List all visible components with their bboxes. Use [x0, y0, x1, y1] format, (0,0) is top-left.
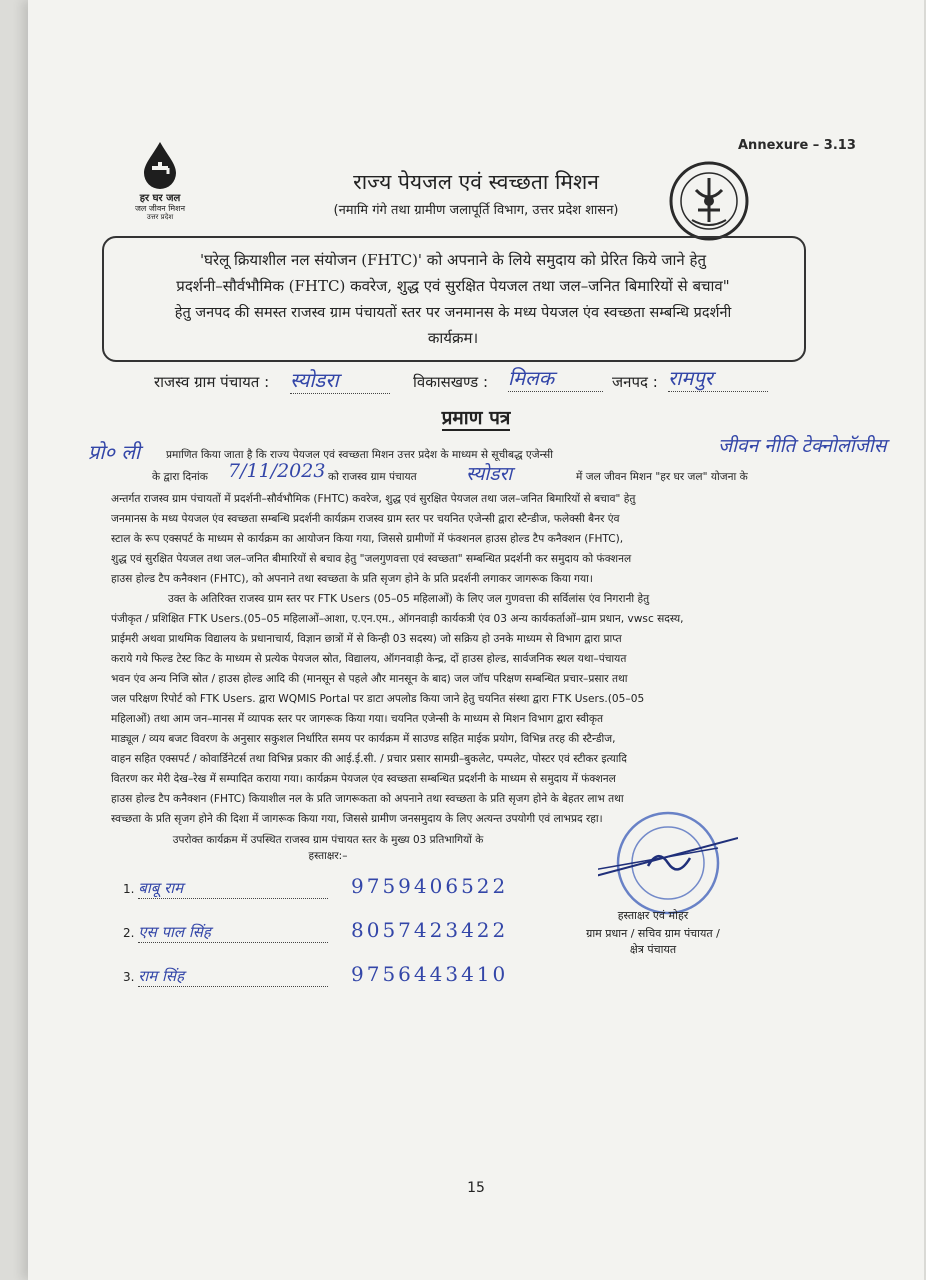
participant-row: [123, 918, 509, 943]
para1-line-5: हाउस होल्ड टैप कनैक्शन (FHTC), को अपनाने तथा स्वच्छता के प्रति सृजग होने के प्रति प्रदर्शनी लगाकर जागरूक किया गया।: [111, 573, 593, 585]
para2-line-4: कराये गये फिल्ड टेस्ट किट के माध्यम से प्रत्येक पेयजल स्रोत, विद्यालय, ऑगनवाड़ी केन्द्र, दों हाउस होल्ड, सार्वजनिक स्थल यथा–पंचायत: [111, 653, 627, 665]
district-value: रामपुर: [668, 364, 768, 392]
state-seal-icon: [668, 160, 750, 242]
para1-line-b2: को राजस्व ग्राम पंचायत: [328, 471, 417, 483]
para2-line-9: वाहन सहित एक्सपर्ट / कोवार्डिनेटर्स तथा विभिन्न प्रकार की आई.ई.सी. / प्रचार प्रसार सामग्री–बुकलेट, पम्पलेट, पोस्टर एवं स्टीकर इत्यादि: [111, 753, 627, 765]
program-line-2: प्रदर्शनी–सौर्वभौमिक (FHTC) कवरेज, शुद्ध एवं सुरक्षित पेयजल तथा जल–जनित बिमारियों से बचाव": [176, 277, 730, 295]
para1-line-3: स्टाल के रूप एक्सपर्ट के माध्यम से कार्यक्रम का आयोजन किया गया, जिससे ग्रामीणों में फंक्शनल हाउस होल्ड टैप कनैक्शन (FHTC),: [111, 533, 624, 545]
certificate-heading-text: प्रमाण पत्र: [441, 407, 511, 429]
participant-phone: 8057423422: [351, 918, 509, 942]
para1-line-1: अन्तर्गत राजस्व ग्राम पंचायतों में प्रदर्शनी–सौर्वभौमिक (FHTC) कवरेज, शुद्ध एवं सुरक्षित पेयजल तथा जल–जनित बिमारियों से बचाव" हेतु: [111, 493, 636, 505]
logo-text-1: हर घर जल: [139, 193, 181, 204]
participant-phone: 9756443410: [351, 962, 509, 986]
block-label: विकासखण्ड :: [413, 373, 489, 391]
para2-line-12: स्वच्छता के प्रति सृजग होने की दिशा में जागरूक किया गया, जिससे ग्रामीण जनसमुदाय के लिए अत्यन्त उपयोगी एवं लाभप्रद रहा।: [111, 813, 603, 825]
participant-number: 1.: [123, 882, 135, 896]
stamp-seal-icon: [598, 808, 738, 918]
participant-row: [123, 874, 509, 899]
district-label: जनपद :: [612, 373, 658, 391]
authority-office: क्षेत्र पंचायत: [629, 943, 677, 956]
gram-panchayat-value: स्योडरा: [290, 366, 390, 394]
signature-caption-line-2: हस्ताक्षर:–: [308, 850, 348, 862]
certificate-heading: [28, 404, 924, 430]
program-line-3: हेतु जनपद की समस्त राजस्व ग्राम पंचायतों स्तर पर जनमानस के मध्य पेयजल एंव स्वच्छता सम्बन्धि प्रदर्शनी: [174, 305, 732, 321]
para2-line-5: भवन एंव अन्य निजि स्रोत / हाउस होल्ड आदि की (मानसून से पहले और मानसून के बाद) जल जॉच परिक्षण सम्बन्धित प्रचार–प्रसार तथा: [111, 673, 628, 685]
para2-line-11: हाउस होल्ड टैप कनैक्शन (FHTC) कियाशील नल के प्रति जागरूकता को अपनाने तथा स्वच्छता के प्रति सृजग होने के बेहतर लाभ तथा: [111, 793, 624, 805]
participant-signature: एस पाल सिंह: [138, 922, 328, 943]
participant-signature: राम सिंह: [138, 966, 328, 987]
para2-line-7: महिलाओं) तथा आम जन–मानस में व्यापक स्तर पर जागरूक किया गया। चयनित एजेन्सी के माध्यम से मिशन विभाग द्वारा स्वीकृत: [111, 713, 604, 725]
para2-line-3: प्राईमरी अथवा प्राथमिक विद्यालय के प्रधानाचार्य, विज्ञान छात्रों में से किन्ही 03 सदस्य) जो सक्रिय हो उनके माध्यम से विभाग द्वारा प्राप्त: [111, 633, 622, 645]
para2-line-2: पंजीकृत / प्रशिक्षित FTK Users.(05–05 महिलाओं–आशा, ए.एन.एम., ऑगनवाड़ी कार्यकत्री एंव 03 अन्य कार्यकर्ताओं–ग्राम प्रधान, vwsc सदस्य,: [111, 613, 684, 625]
date-handwritten: 7/11/2023: [228, 460, 326, 482]
para2-line-1: उक्त के अतिरिक्त राजस्व ग्राम स्तर पर FTK Users (05–05 महिलाओं) के लिए जल गुणवत्ता की सर्विलांस एंव निगरानी हेतु: [168, 593, 650, 605]
participant-phone: 9759406522: [351, 874, 509, 898]
agency-prefix-handwritten: प्रो० ली: [88, 440, 141, 464]
authority-sign-label: हस्ताक्षर एवं मोहर: [617, 909, 689, 922]
participant-row: [123, 962, 509, 987]
panchayat-handwritten: स्योडरा: [466, 463, 513, 485]
participant-number: 3.: [123, 970, 135, 984]
up-government-emblem: [668, 160, 750, 242]
mission-subtitle: (नमामि गंगे तथा ग्रामीण जलापूर्ति विभाग, उत्तर प्रदेश शासन): [333, 203, 619, 218]
para1-line-b3: में जल जीवन मिशन "हर घर जल" योजना के: [576, 471, 748, 483]
logo-text-2: जल जीवन मिशन: [134, 204, 186, 213]
block-value: मिलक: [508, 364, 603, 392]
para2-line-10: वितरण कर मेरी देख–रेख में सम्पादित कराया गया। कार्यक्रम पेयजल एंव स्वच्छता सम्बन्धित प्रदर्शनी के माध्यम से समुदाय में फंक्शनल: [111, 773, 616, 785]
program-line-4: कार्यक्रम।: [427, 329, 479, 347]
para1-line-2: जनमानस के मध्य पेयजल एंव स्वच्छता सम्बन्धि प्रदर्शनी कार्यक्रम राजस्व ग्राम स्तर पर चयनित एजेन्सी द्वारा स्टैन्डीज, फलेक्सी बैनर एंव: [111, 513, 620, 525]
mission-title: राज्य पेयजल एवं स्वच्छता मिशन: [353, 170, 599, 194]
para2-line-6: जल परिक्षण रिपोर्ट को FTK Users. द्वारा WQMIS Portal पर डाटा अपलोड किया जाने हेतु चयनित संस्था द्वारा FTK Users.(05–05: [111, 693, 645, 705]
logo-text-3: उत्तर प्रदेश: [146, 213, 174, 221]
para1-line-4: शुद्ध एवं सुरक्षित पेयजल तथा जल–जनित बीमारियों से बचाव हेतु "जलगुणवत्ता एवं स्वच्छता" सम्बन्धित प्रदर्शनी कर समुदाय को फंक्शनल: [111, 553, 632, 565]
authority-designation: ग्राम प्रधान / सचिव ग्राम पंचायत /: [586, 927, 720, 940]
agency-name-handwritten: जीवन नीति टेक्नोलॉजीस: [718, 435, 887, 457]
participant-number: 2.: [123, 926, 135, 940]
program-line-1: 'घरेलू क्रियाशील नल संयोजन (FHTC)' को अपनाने के लिये समुदाय को प्रेरित किये जाने हेतु: [199, 251, 707, 269]
signature-caption-line-1: उपरोक्त कार्यक्रम में उपस्थित राजस्व ग्राम पंचायत स्तर के मुख्य 03 प्रतिभागियों के: [172, 834, 484, 846]
participant-signature: बाबू राम: [138, 878, 328, 899]
gram-panchayat-label: राजस्व ग्राम पंचायत :: [154, 373, 270, 391]
official-stamp: [598, 808, 718, 918]
para1-line-a: प्रमाणित किया जाता है कि राज्य पेयजल एवं स्वच्छता मिशन उत्तर प्रदेश के माध्यम से सूचीबद्ध एजेन्सी: [166, 449, 553, 461]
annexure-label: Annexure – 3.13: [738, 138, 856, 153]
signature-caption: [118, 832, 538, 864]
para1-line-b1: के द्वारा दिनांक: [152, 471, 208, 483]
para2-line-8: माड्यूल / व्यय बजट विवरण के अनुसार सकुशल निर्धारित समय पर कार्यक्रम में साउण्ड सहित माईक प्रयोग, विभिन्न तरह की स्टैन्डीज,: [111, 733, 616, 745]
page-number: 15: [467, 1180, 485, 1196]
document-page: [28, 0, 924, 1280]
